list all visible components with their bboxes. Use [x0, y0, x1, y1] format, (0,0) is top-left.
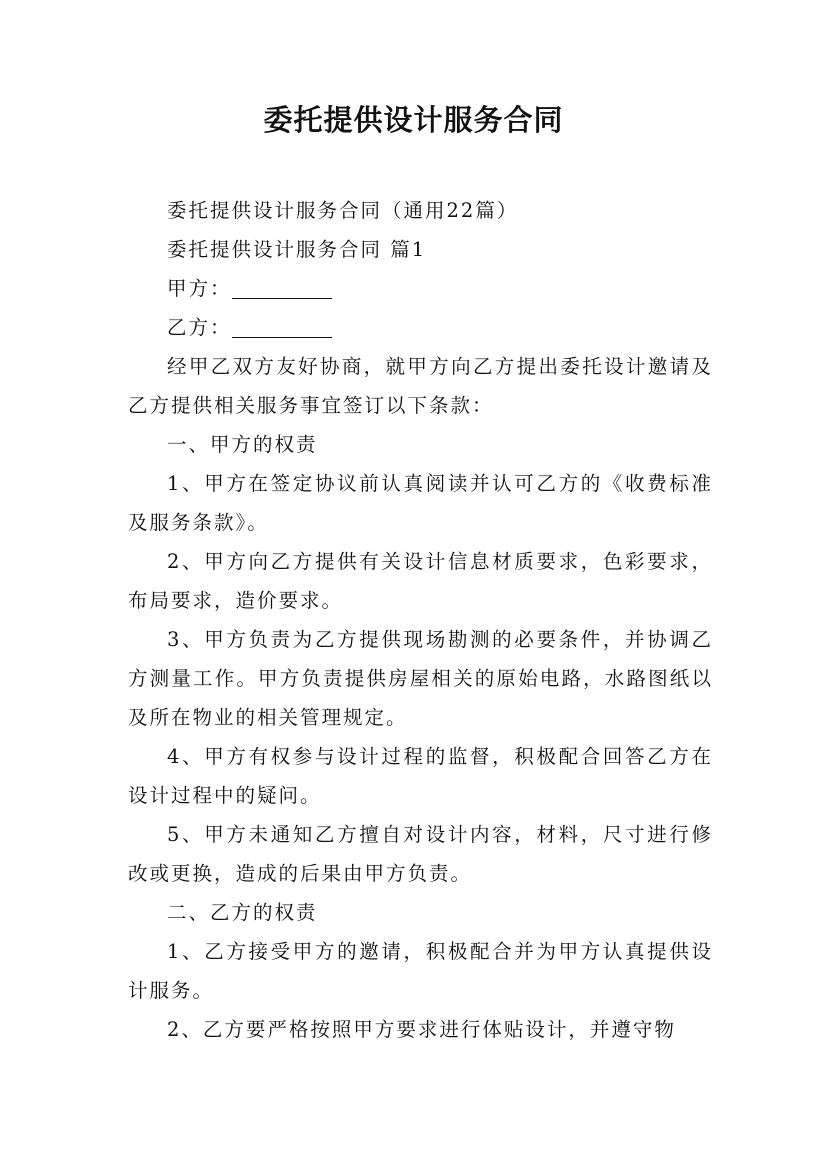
part1-item: 1、甲方在签定协议前认真阅读并认可乙方的《收费标准及服务条款》。	[128, 472, 713, 534]
section-heading: 委托提供设计服务合同 篇1	[167, 238, 427, 261]
party-a-label: 甲方：	[167, 277, 232, 300]
part1-item: 2、甲方向乙方提供有关设计信息材质要求，色彩要求，布局要求，造价要求。	[128, 550, 713, 612]
part2-item: 1、乙方接受甲方的邀请，积极配合并为甲方认真提供设计服务。	[128, 940, 713, 1002]
intro-paragraph: 经甲乙双方友好协商，就甲方向乙方提出委托设计邀请及乙方提供相关服务事宜签订以下条款：	[128, 355, 713, 417]
document-title: 委托提供设计服务合同	[263, 103, 564, 137]
part1-heading: 一、甲方的权责	[167, 433, 318, 456]
party-a-line	[128, 269, 713, 308]
party-a-blank	[232, 274, 332, 299]
part1-item: 4、甲方有权参与设计过程的监督，积极配合回答乙方在设计过程中的疑问。	[128, 745, 713, 807]
part1-item: 3、甲方负责为乙方提供现场勘测的必要条件，并协调乙方测量工作。甲方负责提供房屋相关的原始电路，水路图纸以及所在物业的相关管理规定。	[128, 628, 713, 729]
party-b-line	[128, 308, 713, 347]
subtitle-line: 委托提供设计服务合同（通用22篇）	[167, 199, 519, 222]
part2-heading: 二、乙方的权责	[167, 901, 318, 924]
party-b-blank	[232, 313, 332, 338]
party-b-label: 乙方：	[167, 316, 232, 339]
part2-item: 2、乙方要严格按照甲方要求进行体贴设计，并遵守物	[167, 1018, 676, 1041]
part1-item: 5、甲方未通知乙方擅自对设计内容，材料，尺寸进行修改或更换，造成的后果由甲方负责。	[128, 823, 713, 885]
document-body	[128, 191, 713, 1049]
